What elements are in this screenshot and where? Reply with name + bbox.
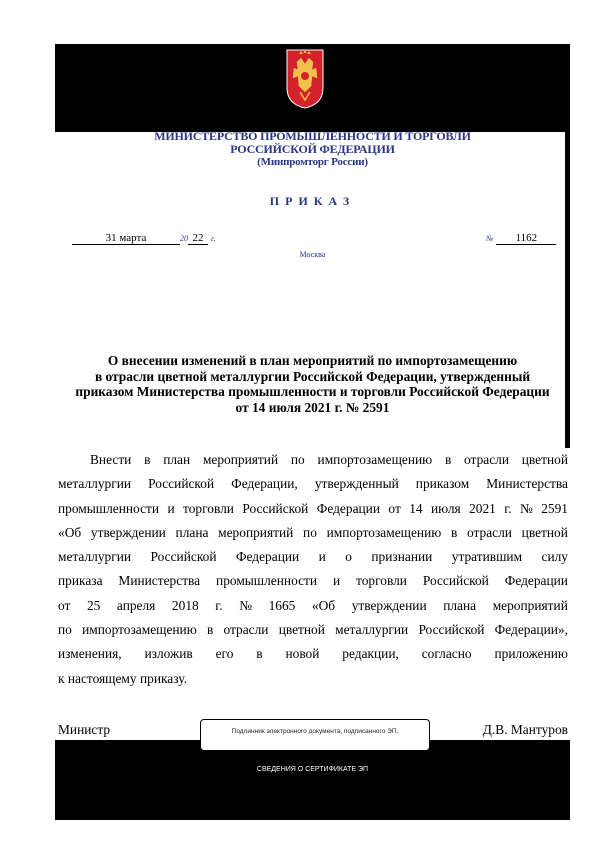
body-word: в <box>144 452 151 467</box>
body-word: торговли <box>356 573 407 589</box>
body-word: план <box>163 452 191 467</box>
order-year-suffix: 22 <box>188 232 208 245</box>
body-word: от <box>58 597 71 613</box>
body-word: г. <box>504 500 512 516</box>
body-word: отрасли <box>223 622 269 638</box>
body-line: к настоящему приказу. <box>58 670 187 686</box>
body-word: силу <box>541 549 568 565</box>
body-word: 1665 <box>268 597 296 613</box>
body-word: и <box>332 573 341 589</box>
body-word: апреля <box>116 597 156 613</box>
redaction-block-bottom <box>55 740 570 820</box>
body-word: цветной <box>521 524 568 540</box>
body-word: Федерации <box>235 549 300 565</box>
body-word: по <box>58 622 72 638</box>
body-word: Российской <box>150 549 217 565</box>
body-word: промышленности <box>58 500 160 516</box>
body-line <box>58 448 568 472</box>
body-word: новой <box>285 646 320 662</box>
signatory-position: Министр <box>58 722 111 737</box>
body-word: промышленности <box>216 573 318 589</box>
body-word: в <box>450 524 458 540</box>
body-word: 2021 <box>469 500 496 516</box>
body-line <box>58 594 568 618</box>
body-word: металлургии <box>335 622 409 638</box>
ministry-short-name: (Минпромторг России) <box>257 156 368 168</box>
body-word: Федерации <box>316 500 381 516</box>
body-word: 2591 <box>541 500 568 516</box>
body-word: Российской <box>242 500 309 516</box>
order-title-line: от 14 июля 2021 г. № 2591 <box>235 399 390 415</box>
body-word: приказа <box>58 573 103 589</box>
body-word: Федерации <box>504 573 568 589</box>
order-city: Москва <box>299 250 326 259</box>
body-word: июля <box>431 500 461 516</box>
body-word: Российской <box>422 573 489 589</box>
body-word: Министерства <box>118 573 201 589</box>
ministry-name-line1: МИНИСТЕРСТВО ПРОМЫШЛЕННОСТИ И ТОРГОВЛИ <box>154 129 471 143</box>
body-word: утверждении <box>90 524 166 540</box>
body-word: № <box>520 500 533 516</box>
body-word: Федерации, <box>231 476 298 492</box>
body-word: мероприятий <box>492 597 568 613</box>
body-line <box>58 521 568 545</box>
body-word: «Об <box>58 524 82 540</box>
body-word: «Об <box>311 597 336 613</box>
body-word: отрасли <box>466 524 512 540</box>
body-word: от <box>388 500 401 516</box>
body-word: мероприятий <box>202 452 279 467</box>
body-word: о <box>345 549 352 565</box>
order-date-day-month: 31 марта <box>72 232 180 245</box>
body-word: 14 <box>409 500 423 516</box>
body-word: изменения, <box>58 646 122 662</box>
body-line <box>58 472 568 496</box>
ministry-header <box>55 130 570 169</box>
body-line <box>58 642 568 666</box>
order-date <box>72 232 216 246</box>
electronic-signature-stamp <box>200 719 430 751</box>
body-word: мероприятий <box>218 524 294 540</box>
body-word: в <box>256 646 263 662</box>
body-word: утвержденный <box>314 476 399 492</box>
body-word: Министерства <box>486 476 568 492</box>
body-word: Внести <box>90 452 132 467</box>
body-word: и <box>318 549 326 565</box>
document-type-title: ПРИКАЗ <box>269 194 356 208</box>
signature-stamp-text: Подлинник электронного документа, подписанного ЭП, <box>231 728 399 735</box>
body-word: 25 <box>86 597 101 613</box>
body-word: отрасли <box>464 452 509 467</box>
body-word: признании <box>371 549 433 565</box>
order-number <box>486 232 556 246</box>
body-line <box>58 497 568 521</box>
body-word: Российской <box>148 476 215 492</box>
body-word: импортозамещению <box>317 452 433 467</box>
body-word: утверждении <box>351 597 427 613</box>
body-word: утратившим <box>451 549 523 565</box>
body-word: по <box>303 524 317 540</box>
body-word: приложению <box>494 646 568 662</box>
body-word: его <box>215 646 234 662</box>
body-word: Российской <box>418 622 485 638</box>
order-title-line: в отрасли цветной металлургии Российской Федерации, утвержденный <box>94 368 531 384</box>
certificate-info-label: СВЕДЕНИЯ О СЕРТИФИКАТЕ ЭП <box>256 766 369 773</box>
body-word: импортозамещению <box>326 524 442 540</box>
body-line <box>58 618 568 642</box>
body-word: редакции, <box>342 646 399 662</box>
body-word: № <box>239 597 252 613</box>
body-word: и <box>167 500 175 516</box>
coat-of-arms-icon <box>285 48 325 110</box>
order-year-prefix: 20 <box>180 234 188 243</box>
body-word: 2018 <box>171 597 199 613</box>
order-number-label: № <box>486 234 494 243</box>
body-word: по <box>290 452 305 467</box>
body-word: согласно <box>421 646 472 662</box>
body-line <box>58 569 568 593</box>
body-line <box>58 545 568 569</box>
body-word: цветной <box>278 622 325 638</box>
body-word: г. <box>215 597 223 613</box>
body-word: импортозамещению <box>82 622 197 638</box>
body-word: Федерации», <box>494 622 568 638</box>
body-word: плана <box>443 597 477 613</box>
order-title-line: О внесении изменений в план мероприятий по импортозамещению <box>107 353 518 368</box>
body-word: торговли <box>183 500 234 516</box>
body-word: в <box>206 622 214 638</box>
order-year-mark: г. <box>210 234 216 243</box>
body-word: металлургии <box>58 476 132 492</box>
order-title <box>55 353 570 415</box>
signatory-name: Д.В. Мантуров <box>482 722 568 737</box>
body-word: цветной <box>521 452 568 467</box>
order-number-value: 1162 <box>496 232 556 245</box>
body-word: плана <box>175 524 209 540</box>
body-word: металлургии <box>58 549 132 565</box>
body-word: приказом <box>415 476 470 492</box>
order-title-line: приказом Министерства промышленности и торговли Российской Федерации <box>75 384 550 399</box>
order-body <box>58 448 568 691</box>
ministry-name-line2: РОССИЙСКОЙ ФЕДЕРАЦИИ <box>230 142 395 156</box>
body-word: в <box>444 452 452 467</box>
body-word: изложив <box>144 646 193 662</box>
